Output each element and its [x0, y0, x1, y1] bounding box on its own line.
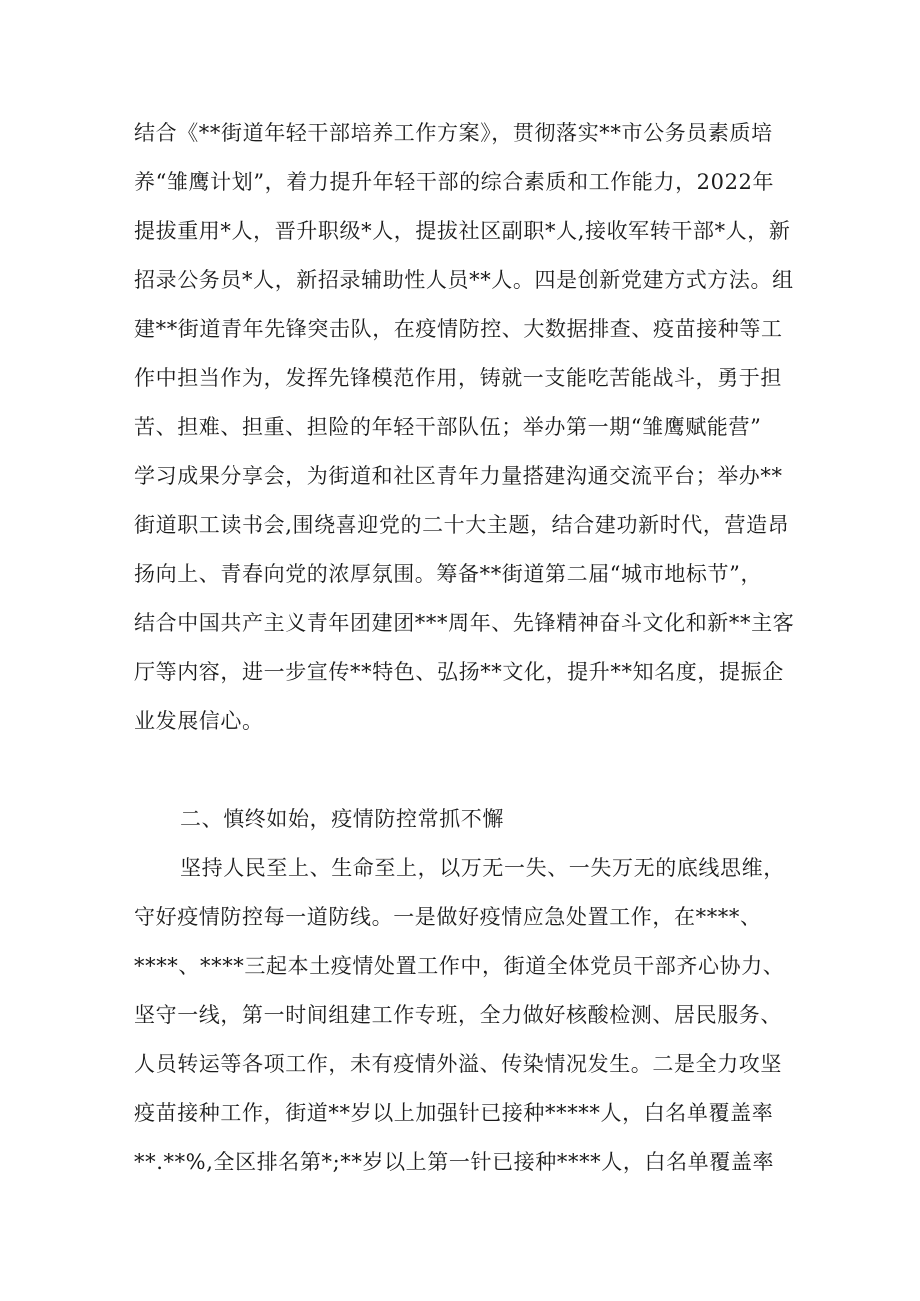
text-line: 守好疫情防控每一道防线。一是做好疫情应急处置工作，在****、: [134, 905, 762, 929]
text-line: 建**街道青年先锋突击队，在疫情防控、大数据排查、疫苗接种等工: [134, 317, 783, 341]
text-line: 人员转运等各项工作，未有疫情外溢、传染情况发生。二是全力攻坚: [134, 1052, 782, 1076]
text-line: ****、****三起本土疫情处置工作中，街道全体党员干部齐心协力、: [134, 954, 785, 978]
text-line: 坚持人民至上、生命至上，以万无一失、一失万无的底线思维，: [180, 856, 785, 880]
text-line: 学习成果分享会，为街道和社区青年力量搭建沟通交流平台；举办**: [134, 464, 783, 488]
text-line: 提拔重用*人，晋升职级*人，提拔社区副职*人,接收军转干部*人，新: [134, 219, 791, 243]
text-line: 养“雏鹰计划”，着力提升年轻干部的综合素质和工作能力，2022年: [134, 170, 775, 194]
section-heading: 二、慎终如始，疫情防控常抓不懈: [180, 807, 504, 831]
text-line: 疫苗接种工作，街道**岁以上加强针已接种*****人，白名单覆盖率: [134, 1101, 774, 1125]
text-line: 招录公务员*人，新招录辅助性人员**人。四是创新党建方式方法。组: [134, 268, 794, 292]
text-line: 扬向上、青春向党的浓厚氛围。筹备**街道第二届“城市地标节”，: [134, 562, 763, 586]
text-line: 结合中国共产主义青年团建团***周年、先锋精神奋斗文化和新**主客: [134, 611, 794, 635]
text-line: 苦、担难、担重、担险的年轻干部队伍；举办第一期“雏鹰赋能营”: [134, 415, 762, 439]
text-line: 街道职工读书会,围绕喜迎党的二十大主题，结合建功新时代，营造昂: [134, 513, 790, 537]
text-line: 业发展信心。: [134, 709, 264, 733]
text-line: 作中担当作为，发挥先锋模范作用，铸就一支能吃苦能战斗，勇于担: [134, 366, 782, 390]
text-line: 结合《**街道年轻干部培养工作方案》，贯彻落实**市公务员素质培: [134, 121, 773, 145]
text-line: **.**%,全区排名第*;**岁以上第一针已接种****人，白名单覆盖率: [134, 1150, 775, 1174]
text-line: 厅等内容，进一步宣传**特色、弘扬**文化，提升**知名度，提振企: [134, 660, 784, 684]
text-line: 坚守一线，第一时间组建工作专班，全力做好核酸检测、居民服务、: [134, 1003, 782, 1027]
